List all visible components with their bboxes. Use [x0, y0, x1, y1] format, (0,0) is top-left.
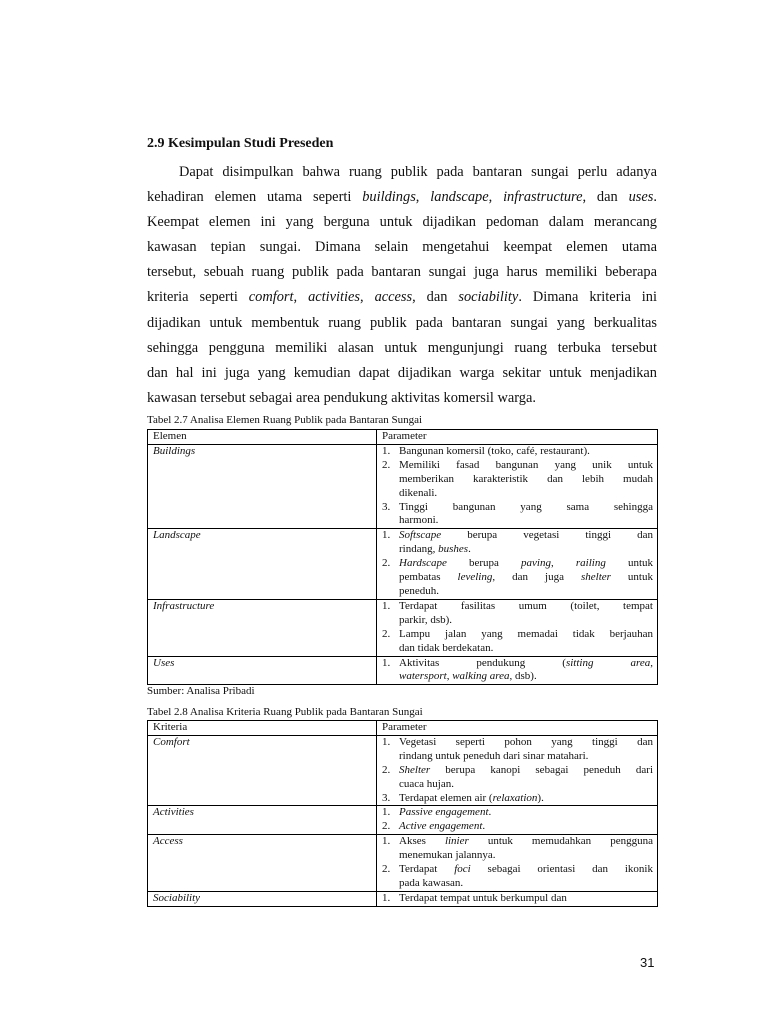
- text-run: berupa vegetasi tinggi dan: [441, 529, 653, 542]
- row-label: Access: [148, 835, 377, 892]
- column-header: Parameter: [377, 721, 658, 736]
- parameter-item: [382, 600, 653, 628]
- table-2-caption: Tabel 2.8 Analisa Kriteria Ruang Publik pada Bantaran Sungai: [147, 706, 423, 718]
- parameter-item: [382, 863, 653, 891]
- item-line: [399, 445, 653, 459]
- item-line: [399, 657, 653, 671]
- text-run: . Dimana kriteria ini: [518, 289, 657, 306]
- parameter-item: [382, 792, 653, 806]
- item-line: [399, 778, 653, 792]
- text-run: .: [482, 820, 486, 833]
- text-run: Aktivitas pendukung (: [399, 656, 566, 669]
- row-label: Buildings: [148, 444, 377, 528]
- table-header-row: [148, 721, 658, 736]
- column-header: Elemen: [148, 430, 377, 445]
- table-1: [147, 429, 658, 685]
- text-run: landscape: [430, 189, 489, 206]
- text-run: Tinggi bangunan yang sama sehingga: [399, 500, 653, 513]
- item-line: [399, 571, 653, 585]
- text-run: memberikan karakteristik dan lebih mudah: [399, 472, 653, 485]
- text-run: ,: [293, 289, 309, 306]
- text-run: dan tidak berdekatan.: [399, 641, 494, 654]
- text-run: Terdapat tempat untuk berkumpul dan: [399, 891, 567, 904]
- item-number: 1.: [382, 599, 391, 612]
- text-run: Terdapat fasilitas umum (toilet, tempat: [399, 599, 653, 612]
- item-number: 2.: [382, 763, 391, 776]
- parameter-item: [382, 445, 653, 459]
- item-number: 2.: [382, 557, 391, 570]
- parameter-cell: [377, 735, 658, 806]
- text-run: Terdapat: [399, 863, 455, 876]
- parameter-item: [382, 835, 653, 863]
- item-line: [399, 750, 653, 764]
- text-run: Memiliki fasad bangunan yang unik untuk: [399, 458, 653, 471]
- text-run: Keempat elemen ini yang berguna untuk dijadikan pedoman dalam merancang: [147, 214, 657, 231]
- text-run: shelter: [580, 571, 611, 584]
- text-run: Hardscape: [399, 557, 447, 570]
- text-run: .: [653, 189, 657, 206]
- item-line: [399, 849, 653, 863]
- text-run: rindang,: [399, 543, 439, 556]
- item-line: [399, 473, 653, 487]
- item-number: 2.: [382, 863, 391, 876]
- parameter-item: [382, 806, 653, 820]
- text-run: dijadikan untuk membentuk ruang publik pada bantaran sungai yang berkualitas: [147, 314, 657, 331]
- text-run: sociability: [458, 289, 519, 306]
- table-row: [148, 806, 658, 835]
- item-line: [399, 557, 653, 571]
- text-run: harmoni.: [399, 514, 439, 527]
- text-run: rindang untuk peneduh dari sinar matahari.: [399, 749, 589, 762]
- text-run: berupa: [446, 557, 522, 570]
- item-line: [399, 764, 653, 778]
- table-1-source: Sumber: Analisa Pribadi: [147, 685, 255, 697]
- item-number: 2.: [382, 820, 391, 833]
- table-row: [148, 444, 658, 528]
- item-line: [399, 670, 653, 684]
- text-run: pada kawasan.: [399, 876, 464, 889]
- text-run: foci: [454, 863, 471, 876]
- text-run: ).: [537, 791, 544, 804]
- item-line: [399, 835, 653, 849]
- text-run: kriteria seperti: [147, 289, 249, 306]
- text-run: , dan: [412, 289, 459, 306]
- text-run: untuk: [605, 557, 654, 570]
- item-line: [399, 792, 653, 806]
- item-line: [399, 628, 653, 642]
- table-row: [148, 735, 658, 806]
- text-run: Dapat disimpulkan bahwa ruang publik pada bantaran sungai perlu adanya: [179, 164, 657, 180]
- parameter-item: [382, 501, 653, 529]
- text-run: ,: [488, 189, 504, 206]
- text-run: buildings: [362, 189, 416, 206]
- text-run: relaxation: [492, 791, 538, 804]
- text-run: Akses: [399, 835, 445, 848]
- text-run: Lampu jalan yang memadai tidak berjauhan: [399, 627, 653, 640]
- text-run: ,: [415, 189, 431, 206]
- table-row: [148, 529, 658, 600]
- item-line: [399, 863, 653, 877]
- text-run: parkir, dsb).: [399, 613, 453, 626]
- item-number: 1.: [382, 891, 391, 904]
- text-run: Softscape: [399, 529, 442, 542]
- item-number: 1.: [382, 835, 391, 848]
- parameter-item: [382, 892, 653, 906]
- text-run: watersport: [399, 670, 447, 683]
- paragraph-line: [147, 185, 657, 210]
- text-run: Shelter: [399, 763, 431, 776]
- text-run: access: [374, 289, 413, 306]
- paragraph-line: [147, 361, 657, 386]
- parameter-item: [382, 736, 653, 764]
- text-run: ,: [650, 656, 653, 669]
- item-line: [399, 820, 653, 834]
- text-run: kawasan tersebut sebagai area pendukung aktivitas komersil warga.: [147, 389, 536, 406]
- text-run: sitting area: [565, 656, 651, 669]
- text-run: ,: [551, 557, 576, 570]
- parameter-item: [382, 820, 653, 834]
- text-run: , dan juga: [492, 571, 581, 584]
- item-line: [399, 892, 653, 906]
- text-run: menemukan jalannya.: [399, 849, 496, 862]
- paragraph-line: [147, 386, 657, 411]
- item-line: [399, 614, 653, 628]
- text-run: Vegetasi seperti pohon yang tinggi dan: [399, 735, 653, 748]
- paragraph-line: [147, 311, 657, 336]
- text-run: sebagai orientasi dan ikonik: [470, 863, 653, 876]
- paragraph-line: [147, 160, 657, 185]
- table-2: [147, 720, 658, 907]
- text-run: infrastructure: [503, 189, 583, 206]
- section-heading: 2.9 Kesimpulan Studi Preseden: [147, 136, 334, 151]
- text-run: leveling: [457, 571, 493, 584]
- row-label: Uses: [148, 656, 377, 685]
- row-label: Landscape: [148, 529, 377, 600]
- text-run: Active engagement: [399, 820, 483, 833]
- text-run: Passive engagement: [399, 806, 489, 819]
- item-number: 1.: [382, 806, 391, 819]
- table-row: [148, 835, 658, 892]
- text-run: ,: [446, 670, 453, 683]
- parameter-item: [382, 764, 653, 792]
- parameter-item: [382, 557, 653, 599]
- parameter-cell: [377, 444, 658, 528]
- item-number: 2.: [382, 458, 391, 471]
- text-run: activities: [308, 289, 361, 306]
- text-run: bushes: [438, 543, 469, 556]
- item-line: [399, 459, 653, 473]
- table-row: [148, 891, 658, 906]
- parameter-cell: [377, 835, 658, 892]
- text-run: dikenali.: [399, 486, 438, 499]
- item-number: 3.: [382, 791, 391, 804]
- paragraph-line: [147, 210, 657, 235]
- item-line: [399, 736, 653, 750]
- row-label: Comfort: [148, 735, 377, 806]
- text-run: , dan: [582, 189, 629, 206]
- parameter-item: [382, 657, 653, 685]
- parameter-cell: [377, 656, 658, 685]
- text-run: linier: [444, 835, 469, 848]
- parameter-cell: [377, 529, 658, 600]
- item-line: [399, 642, 653, 656]
- text-run: , dsb).: [509, 670, 537, 683]
- item-line: [399, 806, 653, 820]
- item-number: 3.: [382, 500, 391, 513]
- text-run: pembatas: [399, 571, 458, 584]
- text-run: comfort: [248, 289, 294, 306]
- item-line: [399, 877, 653, 891]
- parameter-cell: [377, 599, 658, 656]
- text-run: untuk memudahkan pengguna: [468, 835, 653, 848]
- item-line: [399, 543, 653, 557]
- body-paragraph: [147, 160, 657, 411]
- table-1-caption: Tabel 2.7 Analisa Elemen Ruang Publik pada Bantaran Sungai: [147, 414, 423, 426]
- item-number: 1.: [382, 735, 391, 748]
- table-row: [148, 656, 658, 685]
- item-number: 1.: [382, 656, 391, 669]
- parameter-item: [382, 628, 653, 656]
- paragraph-line: [147, 336, 657, 361]
- paragraph-line: [147, 235, 657, 260]
- item-line: [399, 529, 653, 543]
- text-run: cuaca hujan.: [399, 777, 454, 790]
- parameter-item: [382, 459, 653, 501]
- text-run: tersebut, sebuah ruang publik pada bantaran sungai juga harus memiliki beberapa: [147, 264, 657, 281]
- item-line: [399, 514, 653, 528]
- text-run: berupa kanopi sebagai peneduh dari: [430, 763, 653, 776]
- table-row: [148, 599, 658, 656]
- text-run: kawasan tepian sungai. Dimana selain mengetahui keempat elemen utama: [147, 239, 657, 256]
- table-header-row: [148, 430, 658, 445]
- text-run: kehadiran elemen utama seperti: [147, 189, 363, 206]
- item-line: [399, 487, 653, 501]
- item-line: [399, 501, 653, 515]
- text-run: railing: [575, 557, 606, 570]
- text-run: Terdapat elemen air (: [399, 791, 493, 804]
- column-header: Kriteria: [148, 721, 377, 736]
- column-header: Parameter: [377, 430, 658, 445]
- text-run: dan hal ini juga yang kemudian dapat dijadikan warga sekitar untuk menjadikan: [147, 364, 657, 381]
- text-run: paving: [521, 557, 551, 570]
- paragraph-line: [147, 285, 657, 310]
- text-run: .: [488, 806, 492, 819]
- text-run: untuk: [610, 571, 653, 584]
- parameter-item: [382, 529, 653, 557]
- row-label: Activities: [148, 806, 377, 835]
- item-number: 1.: [382, 444, 391, 457]
- text-run: peneduh.: [399, 584, 440, 597]
- row-label: Sociability: [148, 891, 377, 906]
- text-run: ,: [360, 289, 375, 306]
- text-run: .: [468, 543, 471, 556]
- parameter-cell: [377, 891, 658, 906]
- row-label: Infrastructure: [148, 599, 377, 656]
- item-number: 2.: [382, 627, 391, 640]
- item-line: [399, 585, 653, 599]
- page-number: 31: [640, 955, 655, 970]
- paragraph-line: [147, 260, 657, 285]
- text-run: uses: [628, 189, 654, 206]
- item-line: [399, 600, 653, 614]
- parameter-cell: [377, 806, 658, 835]
- text-run: sehingga pengguna memiliki alasan untuk mengunjungi ruang terbuka tersebut: [147, 339, 657, 356]
- item-number: 1.: [382, 529, 391, 542]
- text-run: Bangunan komersil (toko, café, restaurant).: [399, 444, 590, 457]
- text-run: walking area: [452, 670, 510, 683]
